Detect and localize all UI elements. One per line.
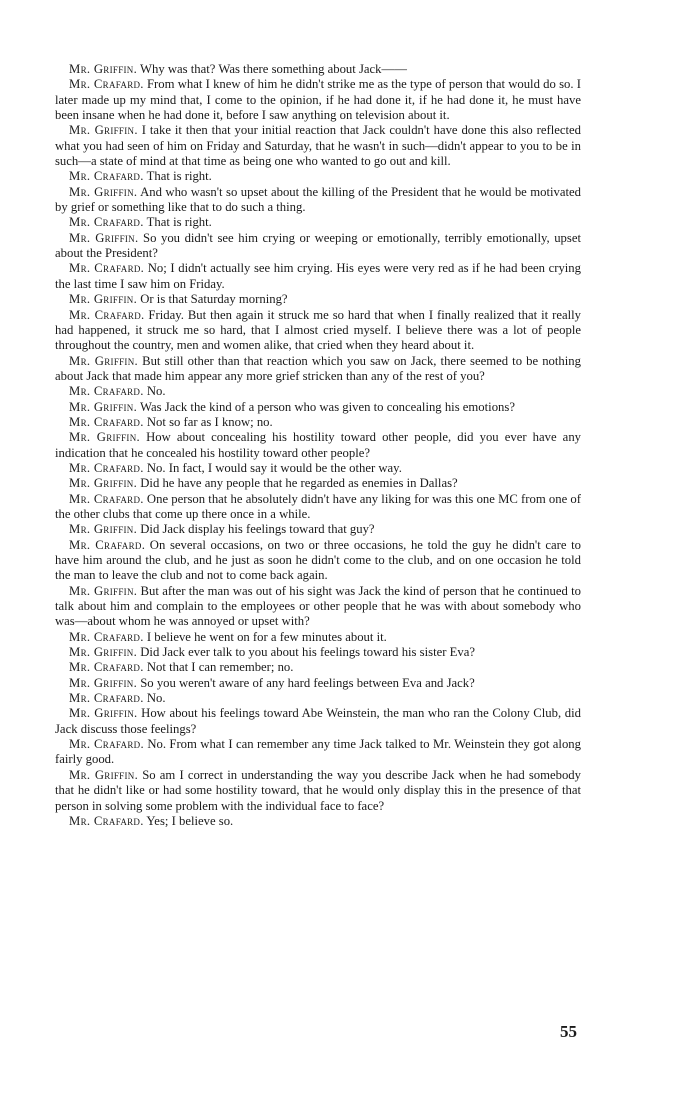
- speaker-name: Mr. Griffin.: [69, 230, 139, 245]
- speaker-name: Mr. Crafard.: [69, 813, 144, 828]
- speaker-name: Mr. Griffin.: [69, 767, 139, 782]
- statement-text: Friday. But then again it struck me so hard that when I finally realized that it really had happened, it struck me so hard, that I almost cried myself. I believe there was a lot of people throughout the country, men and women alike, that cried when they heard about it.: [55, 307, 581, 353]
- testimony-paragraph: [55, 400, 581, 415]
- statement-text: From what I knew of him he didn't strike me as the type of person that would do so. I later made up my mind that, I come to the opinion, if he had done it, if he had done it, he must have been insane when he had done it, before I saw anything on television about it.: [55, 77, 581, 123]
- testimony-paragraph: [55, 645, 581, 660]
- testimony-paragraph: [55, 123, 581, 169]
- testimony-paragraph: [55, 261, 581, 292]
- statement-text: That is right.: [143, 169, 212, 184]
- speaker-name: Mr. Griffin.: [69, 353, 138, 368]
- speaker-name: Mr. Griffin.: [69, 522, 138, 537]
- statement-text: Not that I can remember; no.: [143, 660, 294, 675]
- statement-text: Or is that Saturday morning?: [137, 292, 288, 307]
- statement-text: Not so far as I know; no.: [143, 414, 273, 429]
- testimony-paragraph: [55, 737, 581, 768]
- testimony-paragraph: [55, 676, 581, 691]
- speaker-name: Mr. Griffin.: [69, 292, 138, 307]
- testimony-paragraph: [55, 768, 581, 814]
- testimony-paragraph: [55, 231, 581, 262]
- testimony-paragraph: [55, 292, 581, 307]
- speaker-name: Mr. Crafard.: [69, 737, 144, 752]
- statement-text: Did Jack display his feelings toward that guy?: [137, 522, 375, 537]
- testimony-paragraph: [55, 77, 581, 123]
- statement-text: Did Jack ever talk to you about his feelings toward his sister Eva?: [137, 645, 475, 660]
- testimony-text: [55, 62, 581, 829]
- speaker-name: Mr. Griffin.: [69, 123, 138, 138]
- statement-text: Was Jack the kind of a person who was given to concealing his emotions?: [137, 399, 515, 414]
- testimony-paragraph: [55, 430, 581, 461]
- speaker-name: Mr. Griffin.: [69, 399, 138, 414]
- statement-text: No. In fact, I would say it would be the other way.: [143, 460, 402, 475]
- testimony-paragraph: [55, 415, 581, 430]
- speaker-name: Mr. Crafard.: [69, 77, 144, 92]
- statement-text: But still other than that reaction which you saw on Jack, there seemed to be nothing about Jack that made him appear any more grief stricken than any of the rest of you?: [55, 353, 581, 383]
- statement-text: No; I didn't actually see him crying. His eyes were very red as if he had been crying the last time I saw him on Friday.: [55, 261, 581, 291]
- statement-text: Did he have any people that he regarded as enemies in Dallas?: [137, 476, 458, 491]
- speaker-name: Mr. Crafard.: [69, 414, 144, 429]
- statement-text: No. From what I can remember any time Jack talked to Mr. Weinstein they got along fairly good.: [55, 737, 581, 767]
- statement-text: No.: [143, 384, 166, 399]
- statement-text: No.: [143, 691, 166, 706]
- statement-text: On several occasions, on two or three occasions, he told the guy he didn't care to have him around the club, and he just as soon he didn't come to the club, and on one occasion he told the man to leave the club and not to come back again.: [55, 537, 581, 583]
- testimony-paragraph: [55, 169, 581, 184]
- statement-text: That is right.: [143, 215, 212, 230]
- statement-text: So you didn't see him crying or weeping or emotionally, terribly emotionally, upset about the President?: [55, 230, 581, 261]
- speaker-name: Mr. Crafard.: [69, 660, 144, 675]
- speaker-name: Mr. Griffin.: [69, 645, 138, 660]
- statement-text: And who wasn't so upset about the killing of the President that he would be motivated by grief or something like that to do such a thing.: [55, 184, 581, 215]
- speaker-name: Mr. Griffin.: [69, 184, 138, 199]
- testimony-paragraph: [55, 62, 581, 77]
- statement-text: How about concealing his hostility toward other people, did you ever have any indication that he concealed his hostility toward other people?: [55, 430, 582, 460]
- speaker-name: Mr. Crafard.: [69, 460, 144, 475]
- page-number: 55: [560, 1022, 577, 1041]
- speaker-name: Mr. Griffin.: [69, 62, 138, 76]
- statement-text: Why was that? Was there something about Jack——: [137, 62, 407, 76]
- testimony-paragraph: [55, 660, 581, 675]
- speaker-name: Mr. Crafard.: [69, 537, 146, 552]
- speaker-name: Mr. Griffin.: [69, 675, 138, 690]
- testimony-paragraph: [55, 461, 581, 476]
- testimony-paragraph: [55, 814, 581, 829]
- statement-text: So am I correct in understanding the way you describe Jack when he had somebody that he didn't like or had some hostility toward, that he would only display this in the presence of that person in solving some problem with the individual face to face?: [55, 767, 581, 813]
- testimony-paragraph: [55, 522, 581, 537]
- statement-text: So you weren't aware of any hard feelings between Eva and Jack?: [137, 675, 475, 690]
- speaker-name: Mr. Griffin.: [69, 706, 138, 721]
- testimony-paragraph: [55, 630, 581, 645]
- testimony-paragraph: [55, 185, 581, 216]
- statement-text: I take it then that your initial reaction that Jack couldn't have done this also reflected what you had seen of him on Friday and Saturday, that he wasn't in such—didn't appear to you to be in such—a state of mind at that time as being one who wanted to go out and kill.: [55, 123, 581, 169]
- speaker-name: Mr. Crafard.: [69, 215, 144, 230]
- speaker-name: Mr. Griffin.: [69, 476, 138, 491]
- speaker-name: Mr. Crafard.: [69, 384, 144, 399]
- statement-text: One person that he absolutely didn't have any liking for was this one MC from one of the other clubs that come up there once in a while.: [55, 491, 581, 521]
- testimony-paragraph: [55, 584, 581, 630]
- testimony-paragraph: [55, 538, 581, 584]
- speaker-name: Mr. Crafard.: [69, 691, 144, 706]
- testimony-paragraph: [55, 384, 581, 399]
- testimony-paragraph: [55, 308, 581, 354]
- speaker-name: Mr. Crafard.: [69, 261, 145, 276]
- testimony-paragraph: [55, 476, 581, 491]
- testimony-paragraph: [55, 215, 581, 230]
- statement-text: But after the man was out of his sight was Jack the kind of person that he continued to talk about him and complain to the employees or other people that he was with about somebody who was—about whom he was annoyed or upset with?: [55, 583, 581, 629]
- speaker-name: Mr. Crafard.: [69, 169, 144, 184]
- statement-text: How about his feelings toward Abe Weinstein, the man who ran the Colony Club, did Jack discuss those feelings?: [55, 706, 581, 736]
- statement-text: Yes; I believe so.: [143, 813, 234, 828]
- speaker-name: Mr. Crafard.: [69, 629, 144, 644]
- speaker-name: Mr. Crafard.: [69, 307, 145, 322]
- testimony-paragraph: [55, 354, 581, 385]
- testimony-paragraph: [55, 706, 581, 737]
- statement-text: I believe he went on for a few minutes about it.: [143, 629, 387, 644]
- speaker-name: Mr. Griffin.: [69, 583, 138, 598]
- testimony-paragraph: [55, 691, 581, 706]
- testimony-paragraph: [55, 492, 581, 523]
- speaker-name: Mr. Griffin.: [69, 430, 140, 445]
- speaker-name: Mr. Crafard.: [69, 491, 144, 506]
